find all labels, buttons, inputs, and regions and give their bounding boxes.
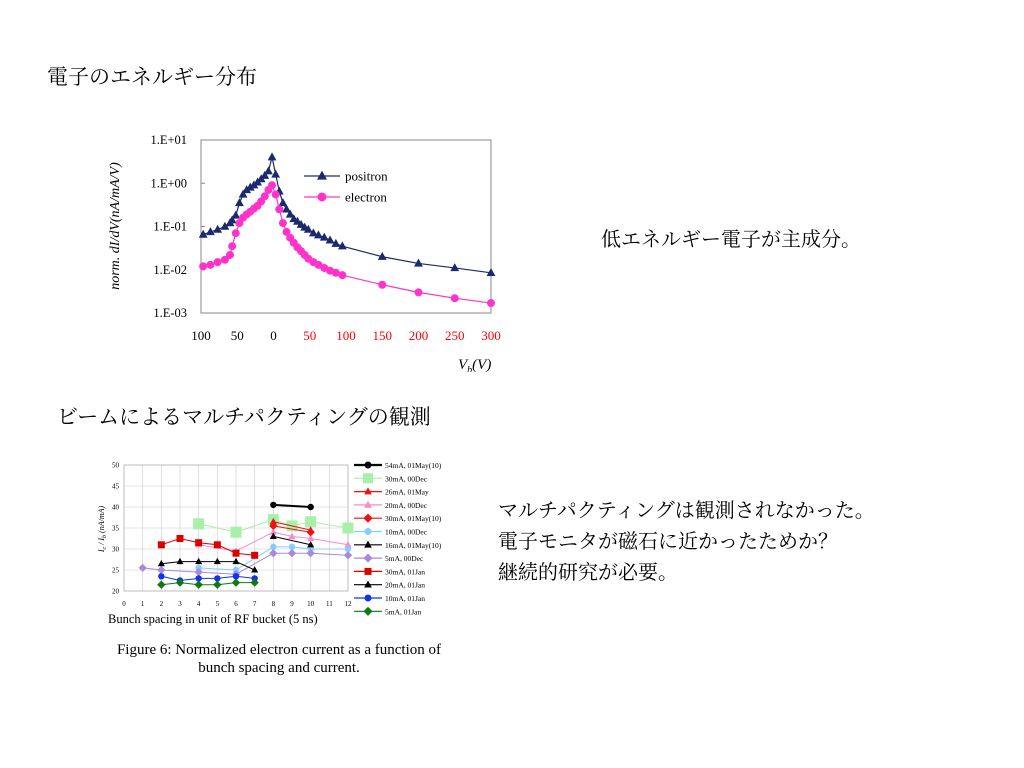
chart2-legend-marker [364,501,372,508]
chart2-legend-marker [363,607,372,616]
chart2-data-point [214,541,221,548]
chart1-x-tick-label: 150 [372,328,392,343]
chart2-legend-marker [364,487,372,494]
chart1-data-point [279,219,287,227]
energy-distribution-chart [95,122,515,372]
chart2-x-tick-label: 5 [215,600,220,608]
chart2-y-axis-label: $I_c / I_b$ (nA/mA) [97,505,108,553]
chart2-x-tick-label: 1 [140,600,145,608]
chart2-data-point [193,518,204,529]
chart1-legend-label: positron [345,168,388,184]
chart1-x-tick-label: 100 [191,328,211,343]
chart1-data-point [214,258,222,266]
chart1-data-point [487,299,495,307]
chart1-y-tick-label: 1.E+00 [150,176,187,191]
chart2-y-tick-label: 25 [112,566,119,575]
chart2-legend-marker [365,568,372,575]
figure-caption-line-1: Figure 6: Normalized electron current as a function of [116,642,442,658]
chart2-data-point [158,573,164,579]
chart1-plot-area [201,140,491,313]
chart1-data-point [268,181,276,189]
chart2-legend-label: 20mA, 01Jan [385,580,425,590]
note-line-1: マルチパクティングは観測されなかった。 [498,498,875,522]
chart2-data-point [307,504,313,510]
chart2-x-tick-label: 6 [234,600,238,608]
figure-caption-line-2: bunch spacing and current. [198,660,360,676]
chart2-legend-marker [365,595,372,602]
chart1-x-axis-label: $V_b(V)$ [458,357,492,372]
chart2-data-point [195,539,202,546]
chart2-x-tick-label: 9 [290,600,294,608]
chart2-y-tick-label: 50 [112,461,119,470]
chart1-y-axis-label: norm. dI/dV(nA/mA/V) [108,162,123,290]
chart2-y-tick-label: 35 [112,524,119,533]
note-multipacting-result [498,495,875,588]
chart2-legend-label: 5mA, 00Dec [385,554,424,564]
chart2-data-point [158,541,165,548]
chart2-x-tick-label: 3 [178,600,182,608]
chart2-y-tick-label: 20 [112,587,119,596]
note-line-2: 電子モニタが磁石に近かったためか？ [498,529,838,553]
chart2-legend-marker [364,541,372,548]
chart1-data-point [206,261,214,269]
chart2-data-point [177,535,184,542]
chart2-data-point [343,523,354,534]
chart2-x-axis-label: Bunch spacing in unit of RF bucket (5 ns) [108,612,318,626]
chart1-data-point [228,242,236,250]
chart2-data-point [231,527,242,538]
chart2-x-tick-label: 11 [325,600,333,608]
chart1-y-tick-label: 1.E-03 [153,306,187,320]
chart1-x-tick-label: 0 [270,328,277,343]
note-low-energy: 低エネルギー電子が主成分。 [601,227,861,251]
chart1-data-point [275,205,283,213]
heading-energy-distribution: 電子のエネルギー分布 [47,65,257,89]
chart1-data-point [338,271,346,279]
chart2-legend-marker [365,528,372,535]
chart1-x-tick-label: 300 [481,328,501,343]
chart1-data-point [378,281,386,289]
chart2-legend-marker [363,514,372,523]
chart2-x-tick-label: 8 [271,600,276,608]
chart2-legend-label: 16mA, 01May(10) [385,540,442,550]
chart2-y-tick-label: 45 [112,482,119,491]
chart2-legend-label: 54mA, 01May(10) [385,461,442,470]
chart2-legend-marker [364,581,372,588]
chart1-data-point [451,294,459,302]
chart1-legend-marker [318,193,327,202]
chart2-legend-label: 20mA, 00Dec [385,500,428,510]
chart1-x-tick-label: 200 [408,328,429,343]
heading-multipacting: ビームによるマルチパクティングの観測 [57,405,431,429]
chart2-data-point [305,516,316,527]
chart2-data-point [233,550,240,557]
chart2-legend-marker [365,462,372,469]
chart2-x-tick-label: 4 [196,600,201,608]
chart1-data-point [415,288,423,296]
multipacting-chart [92,453,472,638]
chart2-legend-marker [363,554,372,563]
chart2-legend-marker [363,473,373,483]
chart1-data-point [226,251,234,259]
chart1-x-tick-label: 50 [230,328,244,343]
chart2-x-tick-label: 2 [159,600,164,608]
chart1-x-tick-label: 50 [303,328,317,343]
chart2-legend-label: 30mA, 01Jan [385,567,425,577]
note-line-3: 継続的研究が必要。 [498,560,678,584]
chart2-legend-label: 26mA, 01May [385,487,429,497]
chart1-y-tick-label: 1.E-02 [153,262,187,277]
chart2-y-tick-label: 40 [112,503,119,512]
chart1-legend-label: electron [345,189,387,205]
chart1-y-tick-label: 1.E+01 [150,133,187,147]
chart2-data-point [270,502,276,508]
chart1-data-point [232,229,240,237]
chart2-x-tick-label: 12 [344,600,352,608]
chart2-y-tick-label: 30 [112,545,119,554]
chart1-data-point [272,190,280,198]
chart2-legend-label: 10mA, 00Dec [385,527,428,537]
chart2-legend-label: 5mA, 01Jan [385,607,422,617]
chart2-legend-label: 30mA, 01May(10) [385,514,442,524]
chart2-x-tick-label: 10 [307,600,315,608]
chart1-y-tick-label: 1.E-01 [153,219,187,234]
chart2-legend-label: 10mA, 01Jan [385,594,425,603]
chart2-legend-label: 30mA, 00Dec [385,474,428,484]
chart1-x-tick-label: 100 [336,328,356,343]
chart1-data-point [199,262,207,270]
chart2-x-tick-label: 0 [122,600,126,608]
chart2-x-tick-label: 7 [252,600,257,608]
chart2-data-point [251,552,258,559]
figure-caption [96,641,462,677]
chart1-x-tick-label: 250 [445,328,465,343]
